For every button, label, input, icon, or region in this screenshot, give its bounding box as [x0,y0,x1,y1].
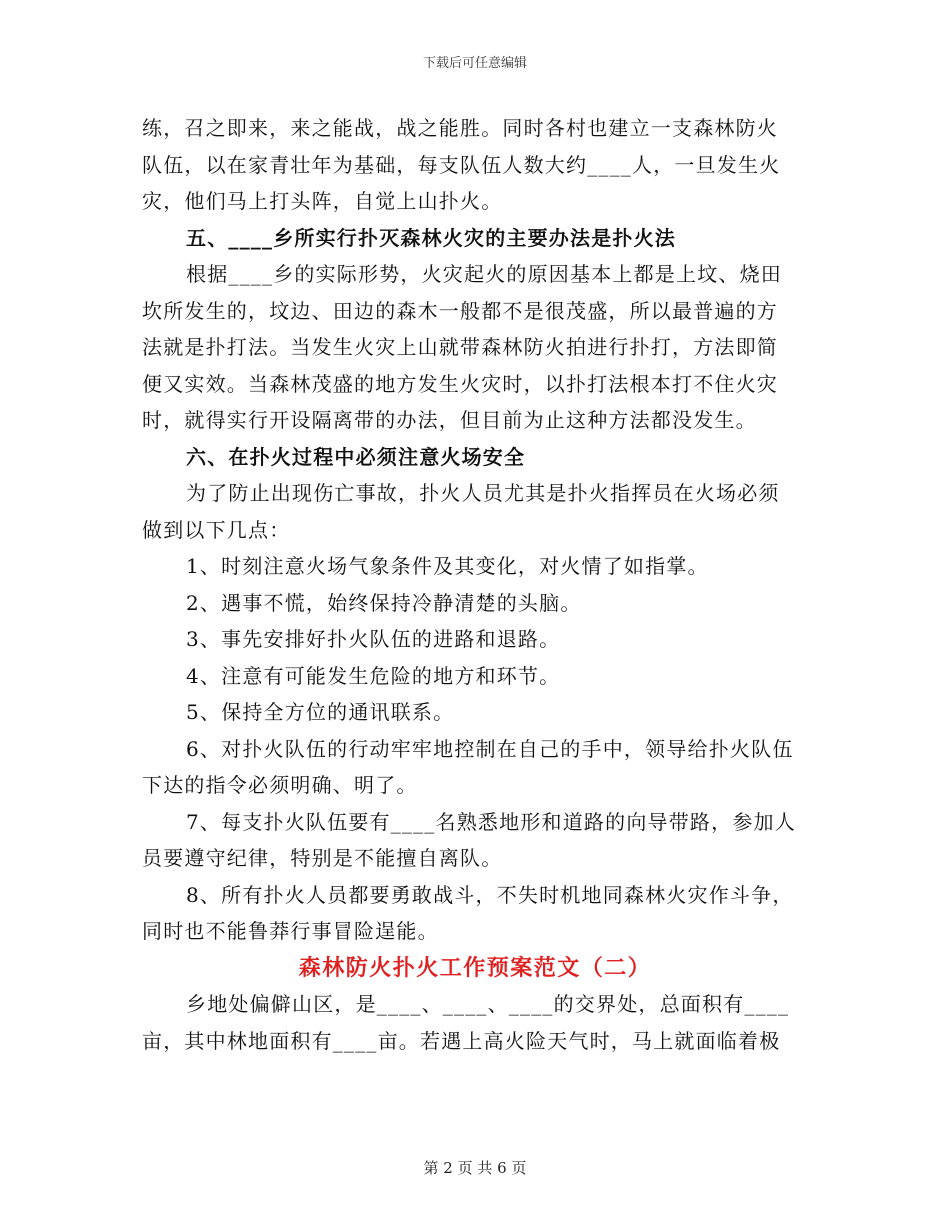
body-line: 队伍，以在家青壮年为基础，每支队伍人数大约____人，一旦发生火 [142,152,781,177]
body-line: 法就是扑打法。当发生火灾上山就带森林防火拍进行扑打，方法即简 [142,335,778,359]
list-item: 6、对扑火队伍的行动牢牢地控制在自己的手中，领导给扑火队伍 [186,736,794,761]
list-item-continued: 同时也不能鲁莽行事冒险逞能。 [142,919,439,943]
body-line: 便又实效。当森林茂盛的地方发生火灾时，以扑打法根本打不住火灾 [142,371,778,396]
page-footer: 第 2 页 共 6 页 [423,1159,527,1177]
list-item: 3、事先安排好扑火队伍的进路和退路。 [186,627,561,651]
page-header: 下载后可任意编辑 [422,56,527,71]
body-line: 根据____乡的实际形势，火灾起火的原因基本上都是上坟、烧田 [186,262,782,286]
list-item: 8、所有扑火人员都要勇敢战斗，不失时机地同森林火灾作斗争， [186,882,794,907]
list-item: 5、保持全方位的通讯联系。 [186,700,455,724]
body-line: 灾，他们马上打头阵，自觉上山扑火。 [142,189,503,213]
section-heading-5: 五、____乡所实行扑灭森林火灾的主要办法是扑火法 [186,225,676,250]
list-item-continued: 下达的指令必须明确、明了。 [142,773,418,797]
document-title: 森林防火扑火工作预案范文（二） [298,954,652,981]
body-line: 亩，其中林地面积有____亩。若遇上高火险天气时，马上就面临着极 [142,1028,781,1053]
body-line: 时，就得实行开设隔离带的办法，但目前为止这种方法都没发生。 [142,408,757,432]
body-line: 坎所发生的，坟边、田边的森木一般都不是很茂盛，所以最普遍的方 [142,298,778,323]
document-body [142,110,808,1059]
body-line: 做到以下几点： [142,517,291,542]
list-item: 2、遇事不慌，始终保持冷静清楚的头脑。 [186,590,582,615]
list-item: 4、注意有可能发生危险的地方和环节。 [186,663,561,688]
body-line: 乡地处偏僻山区，是____、____、____的交界处，总面积有____ [186,992,790,1016]
section-heading-6: 六、在扑火过程中必须注意火场安全 [186,444,526,469]
list-item-continued: 员要遵守纪律，特别是不能擅自离队。 [142,846,503,870]
list-item: 1、时刻注意火场气象条件及其变化，对火情了如指掌。 [186,554,709,578]
body-line: 为了防止出现伤亡事故，扑火人员尤其是扑火指挥员在火场必须 [186,481,780,505]
body-line: 练，召之即来，来之能战，战之能胜。同时各村也建立一支森林防火 [142,116,778,140]
list-item: 7、每支扑火队伍要有____名熟悉地形和道路的向导带路，参加人 [186,809,796,834]
